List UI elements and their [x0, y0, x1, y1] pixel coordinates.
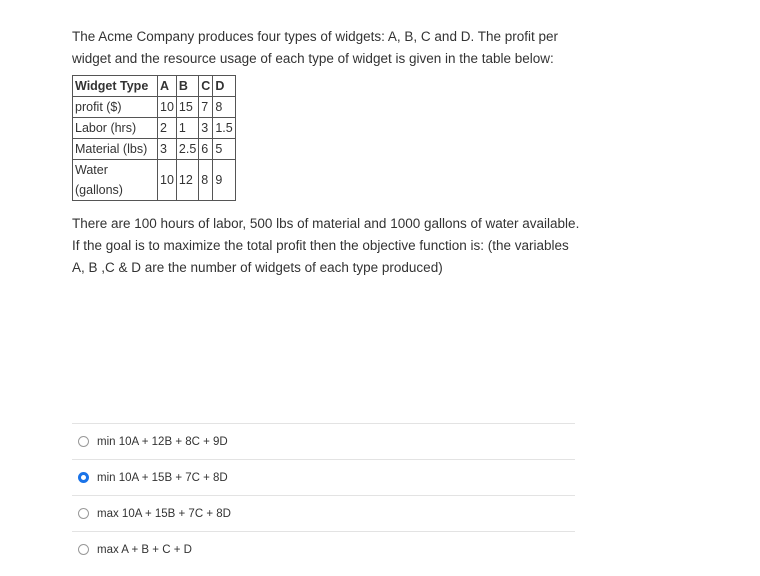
- table-cell: 6: [199, 139, 213, 160]
- answer-option-label: max A + B + C + D: [97, 543, 192, 556]
- table-cell: 7: [199, 97, 213, 118]
- table-header-cell: B: [176, 76, 198, 97]
- question-body: There are 100 hours of labor, 500 lbs of material and 1000 gallons of water available. If the goal is to maximize the total profit then the objective function is: (the variables A, B ,C & D are the number of widgets of each type produced): [72, 216, 580, 275]
- table-header-row: [73, 76, 236, 97]
- table-cell: Labor (hrs): [73, 118, 158, 139]
- table-row: [73, 160, 236, 201]
- table-cell: profit ($): [73, 97, 158, 118]
- table-cell: 10: [158, 160, 177, 201]
- table-header-cell: C: [199, 76, 213, 97]
- table-row: [73, 139, 236, 160]
- answer-option-4[interactable]: [72, 532, 575, 567]
- table-cell: 1.5: [213, 118, 235, 139]
- table-cell: 2: [158, 118, 177, 139]
- table-cell: 8: [199, 160, 213, 201]
- radio-button[interactable]: [78, 436, 89, 447]
- table-cell: 9: [213, 160, 235, 201]
- table-cell: 15: [176, 97, 198, 118]
- answer-option-3[interactable]: [72, 496, 575, 532]
- widget-table: [72, 75, 236, 201]
- table-header-cell: Widget Type: [73, 76, 158, 97]
- table-cell: 3: [199, 118, 213, 139]
- table-cell: Material (lbs): [73, 139, 158, 160]
- radio-button[interactable]: [78, 508, 89, 519]
- answer-options: [72, 423, 575, 567]
- radio-button-selected[interactable]: [78, 472, 89, 483]
- table-header-cell: D: [213, 76, 235, 97]
- answer-option-1[interactable]: [72, 424, 575, 460]
- question: [72, 26, 582, 279]
- radio-button[interactable]: [78, 544, 89, 555]
- table-header-cell: A: [158, 76, 177, 97]
- answer-option-label: max 10A + 15B + 7C + 8D: [97, 507, 231, 520]
- table-cell: 10: [158, 97, 177, 118]
- answer-option-2[interactable]: [72, 460, 575, 496]
- table-row: [73, 97, 236, 118]
- answer-option-label: min 10A + 12B + 8C + 9D: [97, 435, 228, 448]
- table-cell: 5: [213, 139, 235, 160]
- answer-option-label: min 10A + 15B + 7C + 8D: [97, 471, 228, 484]
- table-row: [73, 118, 236, 139]
- table-cell: Water (gallons): [73, 160, 158, 201]
- table-cell: 2.5: [176, 139, 198, 160]
- table-cell: 12: [176, 160, 198, 201]
- table-cell: 8: [213, 97, 235, 118]
- table-cell: 3: [158, 139, 177, 160]
- table-cell: 1: [176, 118, 198, 139]
- question-intro: The Acme Company produces four types of widgets: A, B, C and D. The profit per widget and the resource usage of each type of widget is given in the table below:: [72, 29, 558, 66]
